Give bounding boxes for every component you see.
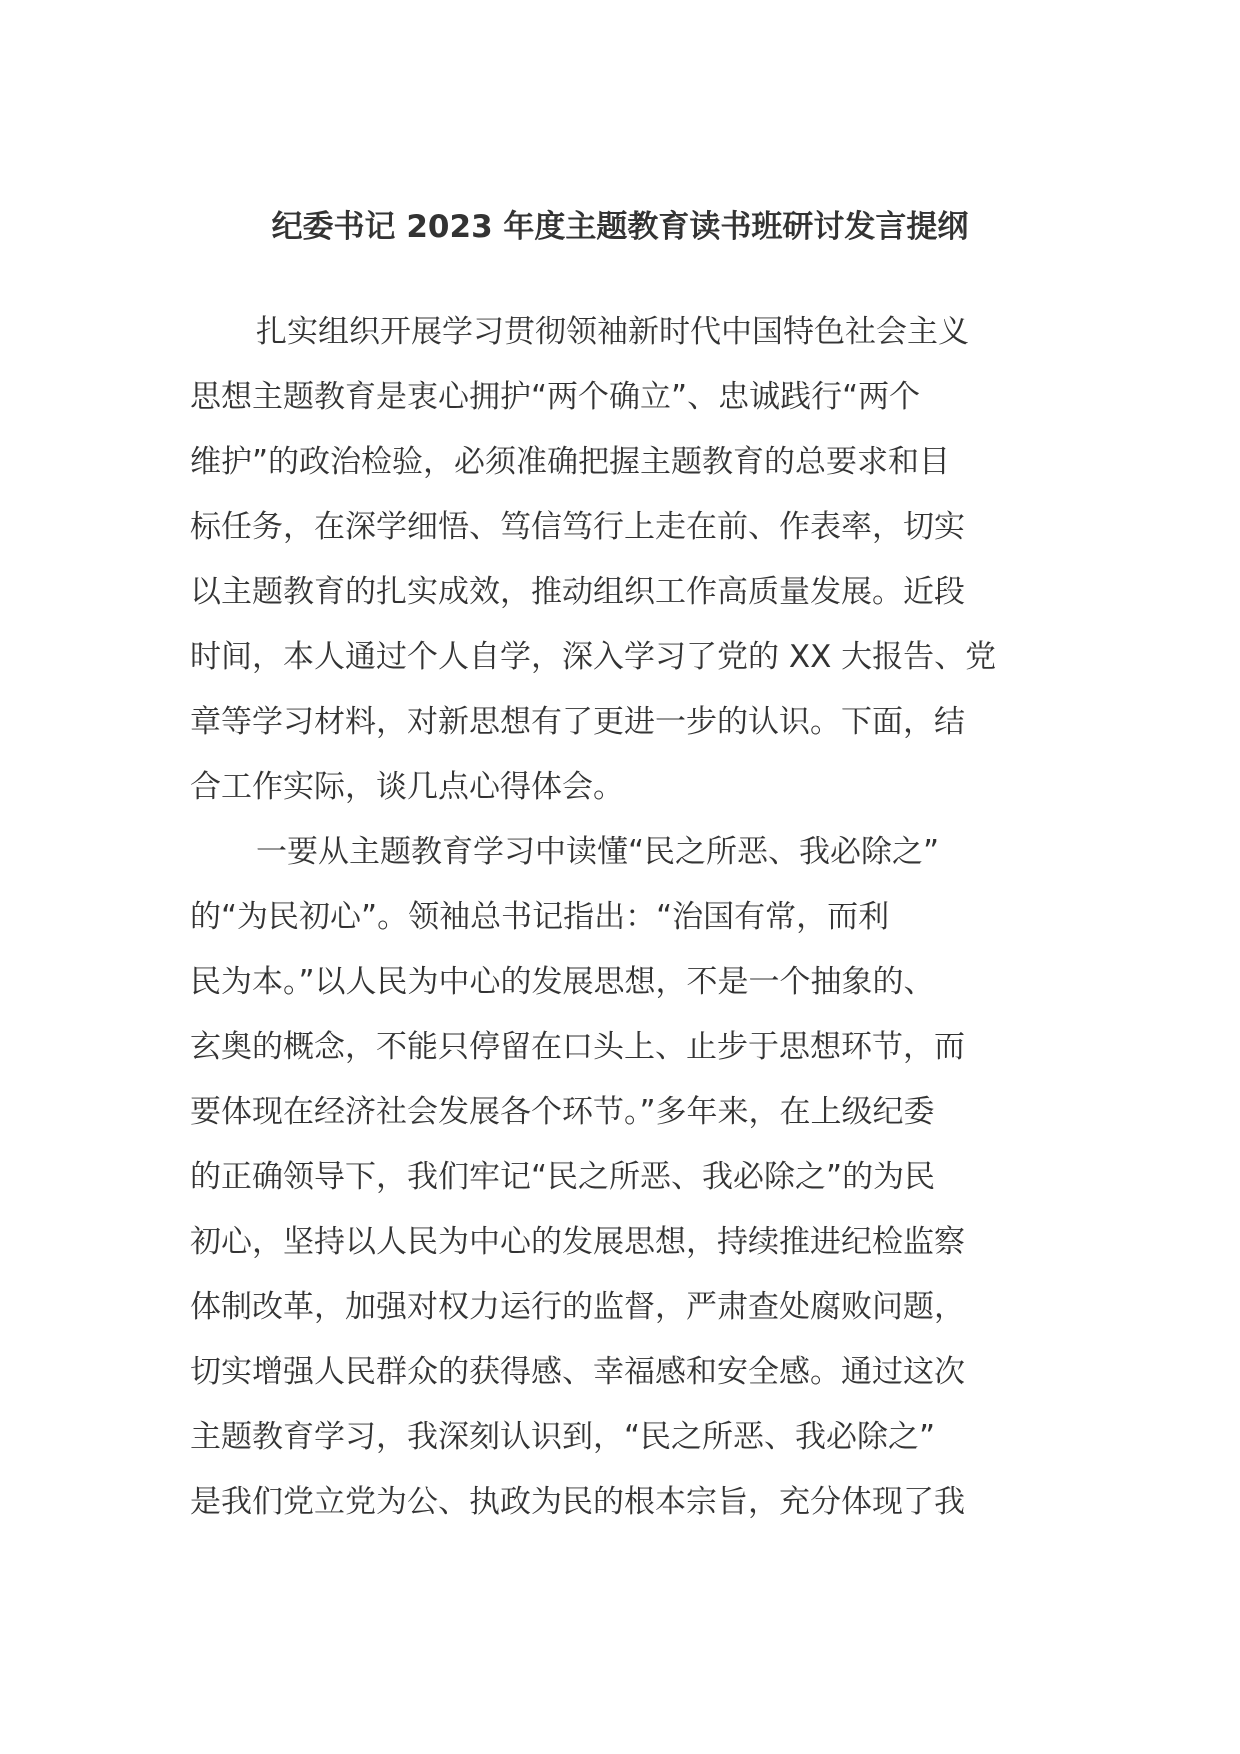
text-line: 扎实组织开展学习贯彻领袖新时代中国特色社会主义 <box>256 314 969 350</box>
text-line: 标任务，在深学细悟、笃信笃行上走在前、作表率，切实 <box>190 509 965 545</box>
text-line: 维护”的政治检验，必须准确把握主题教育的总要求和目 <box>190 444 951 480</box>
text-line: 以主题教育的扎实成效，推动组织工作高质量发展。近段 <box>190 574 965 610</box>
text-line: 的“为民初心”。领袖总书记指出：“治国有常，而利 <box>190 899 890 935</box>
text-line: 的正确领导下，我们牢记“民之所恶、我必除之”的为民 <box>190 1159 936 1195</box>
text-line: 思想主题教育是衷心拥护“两个确立”、忠诚践行“两个 <box>190 379 921 415</box>
text-line: 一要从主题教育学习中读懂“民之所恶、我必除之” <box>256 834 940 870</box>
text-line: 民为本。”以人民为中心的发展思想，不是一个抽象的、 <box>190 964 935 1000</box>
paragraph-1 <box>190 300 1060 820</box>
text-line: 体制改革，加强对权力运行的监督，严肃查处腐败问题， <box>190 1289 965 1325</box>
text-line: 是我们党立党为公、执政为民的根本宗旨，充分体现了我 <box>190 1484 965 1520</box>
document-body <box>190 300 1060 1535</box>
text-line: 章等学习材料，对新思想有了更进一步的认识。下面，结 <box>190 704 965 740</box>
document-title: 纪委书记 2023 年度主题教育读书班研讨发言提纲 <box>271 209 969 245</box>
text-line: 要体现在经济社会发展各个环节。”多年来，在上级纪委 <box>190 1094 935 1130</box>
text-line: 切实增强人民群众的获得感、幸福感和安全感。通过这次 <box>190 1354 965 1390</box>
text-line: 玄奥的概念，不能只停留在口头上、止步于思想环节，而 <box>190 1029 965 1065</box>
paragraph-2 <box>190 820 1060 1535</box>
text-line: 合工作实际，谈几点心得体会。 <box>190 769 624 805</box>
text-line: 初心，坚持以人民为中心的发展思想，持续推进纪检监察 <box>190 1224 965 1260</box>
text-line: 时间，本人通过个人自学，深入学习了党的 XX 大报告、党 <box>190 639 997 675</box>
text-line: 主题教育学习，我深刻认识到，“民之所恶、我必除之” <box>190 1419 936 1455</box>
